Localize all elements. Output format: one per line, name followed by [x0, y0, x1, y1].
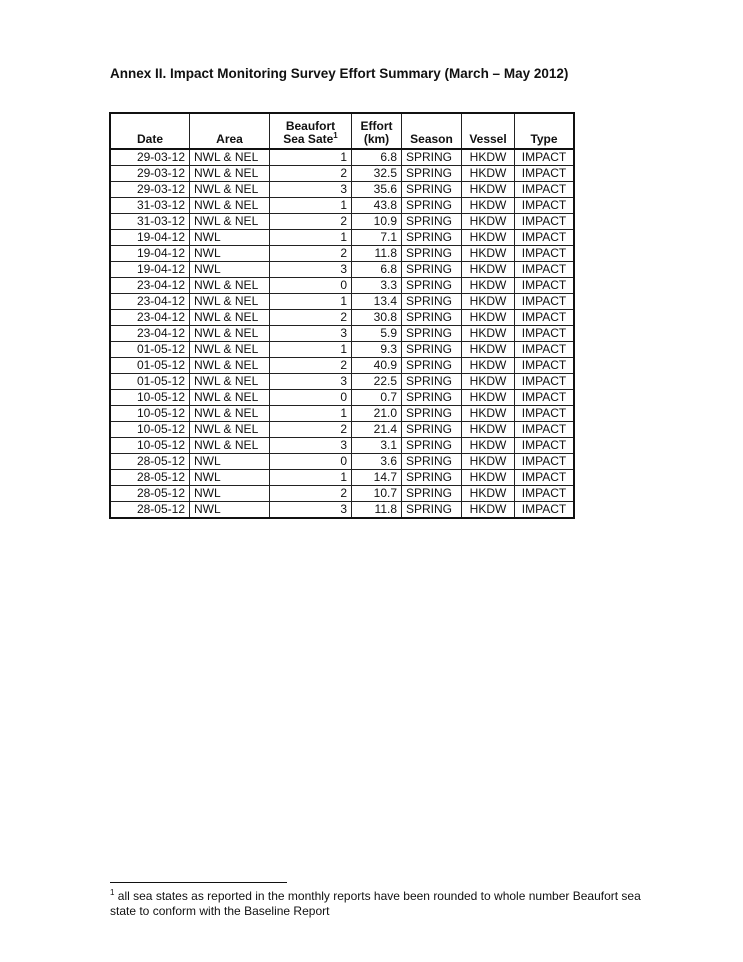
cell-area: NWL & NEL — [190, 374, 270, 390]
cell-season: SPRING — [402, 358, 462, 374]
cell-effort: 22.5 — [352, 374, 402, 390]
cell-effort: 5.9 — [352, 326, 402, 342]
cell-effort: 3.3 — [352, 278, 402, 294]
header-effort — [352, 113, 402, 149]
cell-date: 10-05-12 — [110, 422, 190, 438]
cell-vessel: HKDW — [462, 470, 515, 486]
cell-type: IMPACT — [515, 246, 575, 262]
header-area: Area — [190, 113, 270, 149]
header-type: Type — [515, 113, 575, 149]
cell-effort: 13.4 — [352, 294, 402, 310]
header-effort-line2: (km) — [363, 132, 390, 146]
cell-beaufort: 0 — [270, 390, 352, 406]
header-row — [110, 113, 574, 149]
cell-area: NWL — [190, 262, 270, 278]
table-row — [110, 198, 574, 214]
cell-season: SPRING — [402, 502, 462, 519]
cell-date: 28-05-12 — [110, 486, 190, 502]
table-row — [110, 374, 574, 390]
table-row — [110, 422, 574, 438]
table-row — [110, 230, 574, 246]
cell-effort: 40.9 — [352, 358, 402, 374]
table-body — [110, 149, 574, 518]
table-row — [110, 166, 574, 182]
header-date: Date — [110, 113, 190, 149]
cell-effort: 11.8 — [352, 502, 402, 519]
header-effort-line1: Effort — [360, 119, 393, 133]
cell-vessel: HKDW — [462, 214, 515, 230]
cell-season: SPRING — [402, 342, 462, 358]
cell-beaufort: 1 — [270, 470, 352, 486]
cell-type: IMPACT — [515, 406, 575, 422]
cell-beaufort: 3 — [270, 502, 352, 519]
cell-beaufort: 1 — [270, 149, 352, 166]
cell-area: NWL & NEL — [190, 310, 270, 326]
table-row — [110, 358, 574, 374]
header-beaufort — [270, 113, 352, 149]
cell-beaufort: 3 — [270, 326, 352, 342]
cell-type: IMPACT — [515, 310, 575, 326]
cell-area: NWL & NEL — [190, 198, 270, 214]
cell-vessel: HKDW — [462, 438, 515, 454]
cell-beaufort: 2 — [270, 246, 352, 262]
cell-type: IMPACT — [515, 502, 575, 519]
cell-season: SPRING — [402, 230, 462, 246]
cell-type: IMPACT — [515, 278, 575, 294]
cell-season: SPRING — [402, 166, 462, 182]
cell-date: 29-03-12 — [110, 166, 190, 182]
cell-effort: 11.8 — [352, 246, 402, 262]
cell-area: NWL — [190, 230, 270, 246]
table-row — [110, 182, 574, 198]
footnote-divider — [110, 882, 287, 883]
cell-date: 31-03-12 — [110, 214, 190, 230]
cell-area: NWL & NEL — [190, 326, 270, 342]
cell-beaufort: 1 — [270, 294, 352, 310]
cell-vessel: HKDW — [462, 310, 515, 326]
cell-effort: 30.8 — [352, 310, 402, 326]
table-row — [110, 310, 574, 326]
cell-date: 19-04-12 — [110, 262, 190, 278]
cell-effort: 3.1 — [352, 438, 402, 454]
cell-vessel: HKDW — [462, 246, 515, 262]
cell-effort: 10.9 — [352, 214, 402, 230]
cell-type: IMPACT — [515, 486, 575, 502]
cell-season: SPRING — [402, 486, 462, 502]
cell-date: 23-04-12 — [110, 294, 190, 310]
cell-date: 10-05-12 — [110, 406, 190, 422]
cell-type: IMPACT — [515, 294, 575, 310]
cell-date: 28-05-12 — [110, 454, 190, 470]
cell-effort: 10.7 — [352, 486, 402, 502]
cell-type: IMPACT — [515, 390, 575, 406]
cell-effort: 0.7 — [352, 390, 402, 406]
table-row — [110, 214, 574, 230]
cell-vessel: HKDW — [462, 278, 515, 294]
cell-area: NWL & NEL — [190, 342, 270, 358]
cell-effort: 43.8 — [352, 198, 402, 214]
cell-area: NWL & NEL — [190, 278, 270, 294]
cell-area: NWL — [190, 502, 270, 519]
cell-beaufort: 2 — [270, 166, 352, 182]
table-row — [110, 278, 574, 294]
cell-effort: 21.0 — [352, 406, 402, 422]
cell-effort: 3.6 — [352, 454, 402, 470]
cell-vessel: HKDW — [462, 502, 515, 519]
cell-season: SPRING — [402, 294, 462, 310]
cell-beaufort: 0 — [270, 454, 352, 470]
cell-beaufort: 1 — [270, 406, 352, 422]
cell-type: IMPACT — [515, 214, 575, 230]
cell-beaufort: 2 — [270, 310, 352, 326]
cell-type: IMPACT — [515, 166, 575, 182]
cell-beaufort: 3 — [270, 438, 352, 454]
cell-vessel: HKDW — [462, 198, 515, 214]
table-row — [110, 454, 574, 470]
cell-season: SPRING — [402, 182, 462, 198]
cell-vessel: HKDW — [462, 182, 515, 198]
cell-beaufort: 1 — [270, 342, 352, 358]
cell-season: SPRING — [402, 326, 462, 342]
cell-type: IMPACT — [515, 422, 575, 438]
cell-vessel: HKDW — [462, 149, 515, 166]
table-row — [110, 326, 574, 342]
cell-date: 19-04-12 — [110, 230, 190, 246]
cell-vessel: HKDW — [462, 406, 515, 422]
cell-beaufort: 3 — [270, 374, 352, 390]
header-vessel: Vessel — [462, 113, 515, 149]
header-beaufort-line2: Sea Sate — [283, 132, 334, 146]
cell-type: IMPACT — [515, 326, 575, 342]
cell-vessel: HKDW — [462, 374, 515, 390]
cell-season: SPRING — [402, 470, 462, 486]
cell-effort: 32.5 — [352, 166, 402, 182]
cell-season: SPRING — [402, 406, 462, 422]
cell-area: NWL & NEL — [190, 149, 270, 166]
table-row — [110, 470, 574, 486]
page-title: Annex II. Impact Monitoring Survey Effort Summary (March – May 2012) — [110, 66, 569, 81]
cell-area: NWL — [190, 454, 270, 470]
cell-effort: 6.8 — [352, 262, 402, 278]
header-season: Season — [402, 113, 462, 149]
cell-area: NWL — [190, 486, 270, 502]
cell-vessel: HKDW — [462, 454, 515, 470]
footnote-text: all sea states as reported in the monthly reports have been rounded to whole number Beaufort sea state to conform with the Baseline Report — [110, 889, 641, 918]
cell-beaufort: 2 — [270, 486, 352, 502]
footnote-number: 1 — [110, 888, 115, 897]
cell-date: 01-05-12 — [110, 342, 190, 358]
cell-season: SPRING — [402, 214, 462, 230]
cell-season: SPRING — [402, 278, 462, 294]
table-row — [110, 390, 574, 406]
cell-type: IMPACT — [515, 470, 575, 486]
cell-vessel: HKDW — [462, 294, 515, 310]
cell-type: IMPACT — [515, 198, 575, 214]
cell-area: NWL & NEL — [190, 214, 270, 230]
cell-season: SPRING — [402, 390, 462, 406]
table-row — [110, 262, 574, 278]
cell-beaufort: 3 — [270, 262, 352, 278]
header-beaufort-line1: Beaufort — [285, 119, 336, 133]
cell-area: NWL & NEL — [190, 358, 270, 374]
table-row — [110, 149, 574, 166]
table-row — [110, 486, 574, 502]
survey-effort-table — [109, 112, 575, 519]
cell-season: SPRING — [402, 454, 462, 470]
cell-date: 29-03-12 — [110, 149, 190, 166]
cell-effort: 7.1 — [352, 230, 402, 246]
table-row — [110, 438, 574, 454]
cell-type: IMPACT — [515, 262, 575, 278]
cell-vessel: HKDW — [462, 326, 515, 342]
cell-area: NWL & NEL — [190, 294, 270, 310]
cell-date: 23-04-12 — [110, 278, 190, 294]
cell-vessel: HKDW — [462, 230, 515, 246]
footnote — [110, 889, 670, 919]
cell-season: SPRING — [402, 374, 462, 390]
cell-area: NWL & NEL — [190, 438, 270, 454]
cell-effort: 21.4 — [352, 422, 402, 438]
cell-vessel: HKDW — [462, 166, 515, 182]
cell-beaufort: 2 — [270, 358, 352, 374]
cell-date: 19-04-12 — [110, 246, 190, 262]
cell-beaufort: 1 — [270, 198, 352, 214]
cell-vessel: HKDW — [462, 422, 515, 438]
cell-area: NWL & NEL — [190, 166, 270, 182]
cell-season: SPRING — [402, 246, 462, 262]
cell-season: SPRING — [402, 422, 462, 438]
cell-area: NWL & NEL — [190, 422, 270, 438]
cell-vessel: HKDW — [462, 486, 515, 502]
cell-type: IMPACT — [515, 454, 575, 470]
cell-type: IMPACT — [515, 358, 575, 374]
cell-area: NWL & NEL — [190, 390, 270, 406]
cell-date: 10-05-12 — [110, 390, 190, 406]
cell-type: IMPACT — [515, 342, 575, 358]
table-row — [110, 502, 574, 519]
table-row — [110, 406, 574, 422]
cell-beaufort: 3 — [270, 182, 352, 198]
cell-vessel: HKDW — [462, 262, 515, 278]
cell-date: 28-05-12 — [110, 502, 190, 519]
cell-date: 01-05-12 — [110, 374, 190, 390]
table-row — [110, 342, 574, 358]
cell-effort: 6.8 — [352, 149, 402, 166]
table-header — [110, 113, 574, 149]
cell-type: IMPACT — [515, 438, 575, 454]
cell-type: IMPACT — [515, 182, 575, 198]
cell-effort: 9.3 — [352, 342, 402, 358]
cell-season: SPRING — [402, 310, 462, 326]
cell-beaufort: 2 — [270, 422, 352, 438]
cell-date: 31-03-12 — [110, 198, 190, 214]
cell-date: 01-05-12 — [110, 358, 190, 374]
cell-type: IMPACT — [515, 149, 575, 166]
cell-beaufort: 2 — [270, 214, 352, 230]
cell-effort: 35.6 — [352, 182, 402, 198]
cell-date: 28-05-12 — [110, 470, 190, 486]
cell-effort: 14.7 — [352, 470, 402, 486]
cell-date: 23-04-12 — [110, 310, 190, 326]
cell-season: SPRING — [402, 438, 462, 454]
cell-type: IMPACT — [515, 230, 575, 246]
cell-date: 29-03-12 — [110, 182, 190, 198]
cell-beaufort: 1 — [270, 230, 352, 246]
cell-date: 10-05-12 — [110, 438, 190, 454]
footnote-marker: 1 — [333, 131, 338, 140]
cell-vessel: HKDW — [462, 390, 515, 406]
cell-area: NWL — [190, 470, 270, 486]
cell-vessel: HKDW — [462, 342, 515, 358]
cell-type: IMPACT — [515, 374, 575, 390]
cell-vessel: HKDW — [462, 358, 515, 374]
cell-season: SPRING — [402, 198, 462, 214]
cell-season: SPRING — [402, 149, 462, 166]
cell-date: 23-04-12 — [110, 326, 190, 342]
table-row — [110, 246, 574, 262]
cell-season: SPRING — [402, 262, 462, 278]
table-row — [110, 294, 574, 310]
cell-area: NWL & NEL — [190, 406, 270, 422]
cell-area: NWL — [190, 246, 270, 262]
cell-area: NWL & NEL — [190, 182, 270, 198]
cell-beaufort: 0 — [270, 278, 352, 294]
